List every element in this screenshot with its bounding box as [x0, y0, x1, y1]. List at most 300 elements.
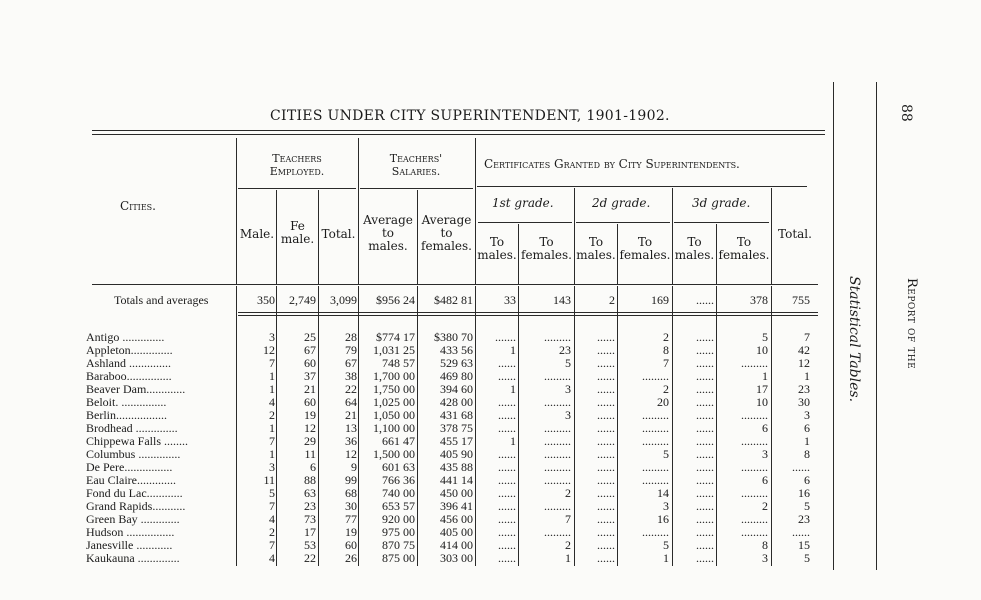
- cell-avg-m: 975 00: [382, 525, 415, 539]
- header-rule: [576, 222, 670, 223]
- body-col-divider: [771, 286, 772, 566]
- header-rule: [477, 186, 807, 187]
- cell-g1f: .........: [544, 434, 571, 448]
- city-name: Hudson ................: [86, 525, 175, 539]
- cell-avg-m: $774 17: [376, 330, 415, 344]
- top-rule-2: [92, 134, 825, 135]
- cell-g3f: 10: [756, 343, 768, 357]
- right-rule-outer: [876, 82, 877, 570]
- cell-g3f: 17: [756, 382, 768, 396]
- cell-g1f: 1: [565, 551, 571, 565]
- cell-g3m: ......: [696, 512, 714, 526]
- page-title: CITIES UNDER CITY SUPERINTENDENT, 1901-1902.: [270, 108, 670, 124]
- cell-g1f: 5: [565, 356, 571, 370]
- cell-g1m: ......: [498, 421, 516, 435]
- cell-g2f: 5: [663, 538, 669, 552]
- cell-avg-f: 405 90: [440, 447, 473, 461]
- cell-male: 5: [269, 486, 275, 500]
- cell-g1f: .........: [544, 473, 571, 487]
- total-header: Total.: [321, 227, 356, 241]
- cell-female: 60: [304, 395, 316, 409]
- cell-g2f: 2: [663, 330, 669, 344]
- cities-header: Cities.: [120, 199, 156, 213]
- cell-male: 1: [269, 382, 275, 396]
- cell-g3f: 3: [762, 447, 768, 461]
- cell-avg-m: 766 36: [382, 473, 415, 487]
- avg-males-line3: males.: [368, 239, 408, 253]
- header-bottom-rule: [92, 284, 818, 285]
- cell-female: 63: [304, 486, 316, 500]
- cell-avg-m: 1,025 00: [373, 395, 415, 409]
- grade1-header: 1st grade.: [492, 196, 554, 210]
- cell-g3m: ......: [696, 499, 714, 513]
- cell-female: 23: [304, 499, 316, 513]
- cell-male: 11: [263, 473, 275, 487]
- cell-g1f: 3: [565, 382, 571, 396]
- cell-g1m: ......: [498, 512, 516, 526]
- cell-male: 1: [269, 421, 275, 435]
- cell-avg-f: 394 60: [440, 382, 473, 396]
- cell-g1f: 2: [565, 486, 571, 500]
- avg-females-line3: females.: [421, 239, 472, 253]
- body-col-divider: [672, 286, 673, 566]
- teachers-employed-line2: Employed.: [269, 165, 325, 178]
- cell-avg-m: 1,050 00: [373, 408, 415, 422]
- cell-male: 7: [269, 356, 275, 370]
- cell-g3f: 3: [762, 551, 768, 565]
- cell-g1f: 3: [565, 408, 571, 422]
- cell-g2m: ......: [597, 473, 615, 487]
- cell-g1m: 1: [510, 434, 516, 448]
- cell-g2f: .........: [642, 460, 669, 474]
- cell-total: 19: [345, 525, 357, 539]
- avg-females-line2: to: [440, 226, 453, 240]
- totals-cell-ctotal: 755: [792, 293, 810, 307]
- cell-g1f: 2: [565, 538, 571, 552]
- cell-g1f: 23: [559, 343, 571, 357]
- cell-avg-m: 748 57: [382, 356, 415, 370]
- cell-avg-f: 303 00: [440, 551, 473, 565]
- body-col-divider: [318, 286, 319, 566]
- g1-to-males-l2: males.: [477, 248, 517, 262]
- cell-g2m: ......: [597, 408, 615, 422]
- cell-total: 79: [345, 343, 357, 357]
- city-name: Beaver Dam.............: [86, 382, 186, 396]
- city-name: De Pere................: [86, 460, 173, 474]
- cell-total: 68: [345, 486, 357, 500]
- g2-to-females-l2: females.: [619, 248, 671, 262]
- cell-g2f: .........: [642, 421, 669, 435]
- running-subheader: Statistical Tables.: [846, 276, 862, 403]
- female-header-line2: male.: [280, 232, 315, 246]
- cell-g3f: .........: [741, 486, 768, 500]
- cell-ctotal: 16: [798, 486, 810, 500]
- cell-g2m: ......: [597, 460, 615, 474]
- cell-male: 1: [269, 447, 275, 461]
- cell-g2f: 1: [663, 551, 669, 565]
- cell-total: 21: [345, 408, 357, 422]
- male-header: Male.: [239, 227, 275, 241]
- cell-female: 29: [304, 434, 316, 448]
- cell-male: 7: [269, 434, 275, 448]
- cell-g1m: .......: [495, 330, 516, 344]
- avg-males-line2: to: [381, 226, 395, 240]
- top-rule-1: [92, 130, 825, 131]
- cell-female: 6: [310, 460, 316, 474]
- cell-g1f: .........: [544, 369, 571, 383]
- body-col-divider: [518, 286, 519, 566]
- cell-avg-f: 405 00: [440, 525, 473, 539]
- totals-cell-total: 3,099: [330, 293, 357, 307]
- cell-g3m: ......: [696, 369, 714, 383]
- cell-female: 21: [304, 382, 316, 396]
- g3-to-males-l1: To: [687, 235, 702, 249]
- teachers-salaries-line1: Teachers': [389, 152, 443, 165]
- totals-cell-g3f: 378: [750, 293, 768, 307]
- g2-to-males-l1: To: [588, 235, 604, 249]
- cell-g1m: ......: [498, 395, 516, 409]
- cell-g2m: ......: [597, 330, 615, 344]
- cell-avg-m: 601 63: [382, 460, 415, 474]
- city-name: Ashland ..............: [86, 356, 171, 370]
- totals-cell-g1m: 33: [504, 293, 516, 307]
- body-col-divider: [276, 286, 277, 566]
- cell-g1m: ......: [498, 538, 516, 552]
- cell-female: 19: [304, 408, 316, 422]
- cell-g2m: ......: [597, 538, 615, 552]
- body-col-divider: [358, 286, 359, 566]
- cell-g3m: ......: [696, 525, 714, 539]
- cell-g3m: ......: [696, 421, 714, 435]
- cell-avg-m: 875 00: [382, 551, 415, 565]
- header-rule: [238, 188, 356, 189]
- cell-g2m: ......: [597, 486, 615, 500]
- cell-g2m: ......: [597, 356, 615, 370]
- cell-g2m: ......: [597, 551, 615, 565]
- avg-females-line1: Average: [421, 213, 472, 227]
- page-number: 88: [898, 104, 914, 122]
- cell-g2f: .........: [642, 473, 669, 487]
- cell-g2m: ......: [597, 382, 615, 396]
- cell-g3f: 5: [762, 330, 768, 344]
- cell-g1f: .........: [544, 395, 571, 409]
- cell-ctotal: 6: [804, 421, 810, 435]
- city-name: Grand Rapids...........: [86, 499, 186, 513]
- cell-female: 25: [304, 330, 316, 344]
- body-col-divider: [716, 286, 717, 566]
- cell-total: 64: [345, 395, 357, 409]
- cell-g3f: 6: [762, 421, 768, 435]
- cell-avg-f: 435 88: [440, 460, 473, 474]
- cell-g1f: .........: [544, 330, 571, 344]
- g3-to-males-l2: males.: [674, 248, 715, 262]
- cell-g3f: .........: [741, 408, 768, 422]
- teachers-salaries-line2: Salaries.: [391, 165, 441, 178]
- totals-rule-1: [238, 312, 818, 313]
- cell-female: 88: [304, 473, 316, 487]
- grade2-header: 2d grade.: [592, 196, 651, 210]
- totals-cell-g3m: ......: [696, 293, 714, 307]
- cell-avg-f: 529 63: [440, 356, 473, 370]
- cell-ctotal: 7: [804, 330, 810, 344]
- cell-female: 12: [304, 421, 316, 435]
- city-name: Green Bay .............: [86, 512, 180, 526]
- cell-male: 4: [269, 395, 275, 409]
- cell-male: 4: [269, 551, 275, 565]
- cell-g3f: .........: [741, 525, 768, 539]
- cell-ctotal: 6: [804, 473, 810, 487]
- cell-total: 28: [345, 330, 357, 344]
- cell-avg-m: 1,100 00: [373, 421, 415, 435]
- cell-total: 30: [345, 499, 357, 513]
- cell-avg-m: 653 57: [382, 499, 415, 513]
- cell-g3m: ......: [696, 382, 714, 396]
- totals-cell-avg-m: $956 24: [376, 293, 415, 307]
- cell-avg-f: 378 75: [440, 421, 473, 435]
- cell-g1m: ......: [498, 499, 516, 513]
- cell-g1m: ......: [498, 408, 516, 422]
- cell-female: 17: [304, 525, 316, 539]
- cell-avg-f: 455 17: [440, 434, 473, 448]
- cell-g3f: 8: [762, 538, 768, 552]
- cell-male: 3: [269, 460, 275, 474]
- cell-avg-m: 1,700 00: [373, 369, 415, 383]
- cell-avg-f: 428 00: [440, 395, 473, 409]
- cell-female: 53: [304, 538, 316, 552]
- cell-avg-f: 469 80: [440, 369, 473, 383]
- g3-to-females-l2: females.: [718, 248, 770, 262]
- cell-g1f: .........: [544, 460, 571, 474]
- running-header: Report of the: [904, 278, 919, 370]
- cell-ctotal: 42: [798, 343, 810, 357]
- cell-g3m: ......: [696, 330, 714, 344]
- cell-avg-m: 740 00: [382, 486, 415, 500]
- city-name: Fond du Lac............: [86, 486, 183, 500]
- cell-g2f: 14: [657, 486, 669, 500]
- cell-g1m: ......: [498, 473, 516, 487]
- cell-g1f: 7: [565, 512, 571, 526]
- cell-male: 3: [269, 330, 275, 344]
- cell-avg-f: 431 68: [440, 408, 473, 422]
- cell-g1m: 1: [510, 382, 516, 396]
- cell-g3f: 1: [762, 369, 768, 383]
- city-name: Chippewa Falls ........: [86, 434, 188, 448]
- cell-avg-m: 870 75: [382, 538, 415, 552]
- cell-avg-f: $380 70: [434, 330, 473, 344]
- cell-g1m: ......: [498, 447, 516, 461]
- cell-male: 1: [269, 369, 275, 383]
- cell-g3m: ......: [696, 395, 714, 409]
- g2-to-females-l1: To: [637, 235, 653, 249]
- cell-g3m: ......: [696, 434, 714, 448]
- totals-cell-avg-f: $482 81: [434, 293, 473, 307]
- cell-g2f: 2: [663, 382, 669, 396]
- cell-g3f: 6: [762, 473, 768, 487]
- cell-g2m: ......: [597, 395, 615, 409]
- body-col-divider: [236, 286, 237, 566]
- city-name: Berlin.................: [86, 408, 167, 422]
- right-rule-inner: [833, 82, 834, 570]
- cell-total: 99: [345, 473, 357, 487]
- cell-g2f: .........: [642, 369, 669, 383]
- body-col-divider: [475, 286, 476, 566]
- city-name: Columbus ..............: [86, 447, 181, 461]
- cell-g2f: 20: [657, 395, 669, 409]
- cell-ctotal: 23: [798, 512, 810, 526]
- cell-ctotal: 23: [798, 382, 810, 396]
- cell-avg-f: 456 00: [440, 512, 473, 526]
- cell-g3m: ......: [696, 408, 714, 422]
- cell-g2m: ......: [597, 369, 615, 383]
- cell-g3f: .........: [741, 512, 768, 526]
- city-name: Janesville ............: [86, 538, 173, 552]
- certificates-header: Certificates Granted by City Superintendents.: [484, 157, 740, 171]
- cell-male: 4: [269, 512, 275, 526]
- city-name: Beloit. ...............: [86, 395, 167, 409]
- cell-avg-f: 441 14: [440, 473, 473, 487]
- cell-avg-m: 1,500 00: [373, 447, 415, 461]
- cell-g3m: ......: [696, 538, 714, 552]
- city-name: Kaukauna ..............: [86, 551, 180, 565]
- cell-g2f: 5: [663, 447, 669, 461]
- cell-g3m: ......: [696, 343, 714, 357]
- cell-g2m: ......: [597, 434, 615, 448]
- col-divider: [236, 138, 237, 284]
- cell-g2f: 3: [663, 499, 669, 513]
- cell-avg-f: 433 56: [440, 343, 473, 357]
- totals-cell-female: 2,749: [289, 293, 316, 307]
- totals-cell-g2f: 169: [651, 293, 669, 307]
- cell-g2f: .........: [642, 408, 669, 422]
- cell-avg-m: 1,750 00: [373, 382, 415, 396]
- cell-g1f: .........: [544, 447, 571, 461]
- totals-rule-2: [238, 315, 818, 316]
- cell-g3f: 2: [762, 499, 768, 513]
- header-rule: [478, 222, 572, 223]
- cell-g2f: 7: [663, 356, 669, 370]
- cell-avg-m: 920 00: [382, 512, 415, 526]
- cell-g3m: ......: [696, 486, 714, 500]
- cell-total: 12: [345, 447, 357, 461]
- cell-total: 38: [345, 369, 357, 383]
- g1-to-females-l1: To: [539, 235, 554, 249]
- cell-g1f: .........: [544, 421, 571, 435]
- city-name: Baraboo...............: [86, 369, 172, 383]
- body-col-divider: [617, 286, 618, 566]
- cell-g3m: ......: [696, 447, 714, 461]
- cell-g1m: ......: [498, 525, 516, 539]
- cell-g2m: ......: [597, 343, 615, 357]
- cell-g2f: .........: [642, 434, 669, 448]
- cell-total: 9: [351, 460, 357, 474]
- cell-ctotal: ......: [792, 460, 810, 474]
- body-col-divider: [574, 286, 575, 566]
- cell-g3m: ......: [696, 473, 714, 487]
- body-col-divider: [417, 286, 418, 566]
- cell-male: 2: [269, 525, 275, 539]
- g1-to-females-l2: females.: [521, 248, 572, 262]
- teachers-employed-line1: Teachers: [272, 152, 322, 165]
- header-rule: [360, 188, 473, 189]
- cell-total: 60: [345, 538, 357, 552]
- city-name: Brodhead ..............: [86, 421, 178, 435]
- totals-cell-g1f: 143: [553, 293, 571, 307]
- totals-cell-male: 350: [257, 293, 275, 307]
- cell-avg-m: 661 47: [382, 434, 415, 448]
- cell-ctotal: 8: [804, 447, 810, 461]
- cell-avg-f: 414 00: [440, 538, 473, 552]
- cell-g3f: .........: [741, 460, 768, 474]
- cell-g3m: ......: [696, 460, 714, 474]
- cell-ctotal: 1: [804, 434, 810, 448]
- cell-g2f: 16: [657, 512, 669, 526]
- cell-ctotal: ......: [792, 525, 810, 539]
- cell-g1m: 1: [510, 343, 516, 357]
- col-divider: [358, 138, 359, 284]
- cell-g3f: .........: [741, 434, 768, 448]
- cell-g1f: .........: [544, 499, 571, 513]
- avg-males-line1: Average: [363, 213, 413, 227]
- cell-total: 36: [345, 434, 357, 448]
- cell-female: 60: [304, 356, 316, 370]
- cell-ctotal: 30: [798, 395, 810, 409]
- cell-g1f: .........: [544, 525, 571, 539]
- cell-female: 73: [304, 512, 316, 526]
- cell-g2m: ......: [597, 447, 615, 461]
- cell-g2m: ......: [597, 421, 615, 435]
- cell-total: 26: [345, 551, 357, 565]
- totals-cell-g2m: 2: [609, 293, 615, 307]
- cell-female: 22: [304, 551, 316, 565]
- g3-to-females-l1: To: [736, 235, 752, 249]
- cell-total: 22: [345, 382, 357, 396]
- g1-to-males-l1: To: [489, 235, 505, 249]
- cell-avg-f: 396 41: [440, 499, 473, 513]
- cell-g1m: ......: [498, 460, 516, 474]
- cell-male: 7: [269, 499, 275, 513]
- cell-avg-m: 1,031 25: [373, 343, 415, 357]
- cell-g2m: ......: [597, 499, 615, 513]
- cell-g2m: ......: [597, 512, 615, 526]
- cell-avg-f: 450 00: [440, 486, 473, 500]
- cell-g2f: .........: [642, 525, 669, 539]
- cell-ctotal: 12: [798, 356, 810, 370]
- cell-ctotal: 5: [804, 551, 810, 565]
- cell-male: 2: [269, 408, 275, 422]
- cell-g1m: ......: [498, 356, 516, 370]
- cell-g3m: ......: [696, 551, 714, 565]
- cell-ctotal: 5: [804, 499, 810, 513]
- cell-g2m: ......: [597, 525, 615, 539]
- cell-g1m: ......: [498, 551, 516, 565]
- header-rule: [674, 222, 769, 223]
- city-name: Appleton..............: [86, 343, 173, 357]
- cell-ctotal: 3: [804, 408, 810, 422]
- totals-label: Totals and averages: [114, 293, 209, 307]
- cell-g2f: 8: [663, 343, 669, 357]
- cell-g3f: .........: [741, 356, 768, 370]
- female-header-line1: Fe: [290, 219, 305, 233]
- cell-total: 77: [345, 512, 357, 526]
- city-name: Antigo ..............: [86, 330, 165, 344]
- grade3-header: 3d grade.: [692, 196, 751, 210]
- cell-g3f: 10: [756, 395, 768, 409]
- cell-ctotal: 1: [804, 369, 810, 383]
- col-divider: [475, 138, 476, 284]
- cell-female: 67: [304, 343, 316, 357]
- cell-female: 11: [304, 447, 316, 461]
- cell-g3m: ......: [696, 356, 714, 370]
